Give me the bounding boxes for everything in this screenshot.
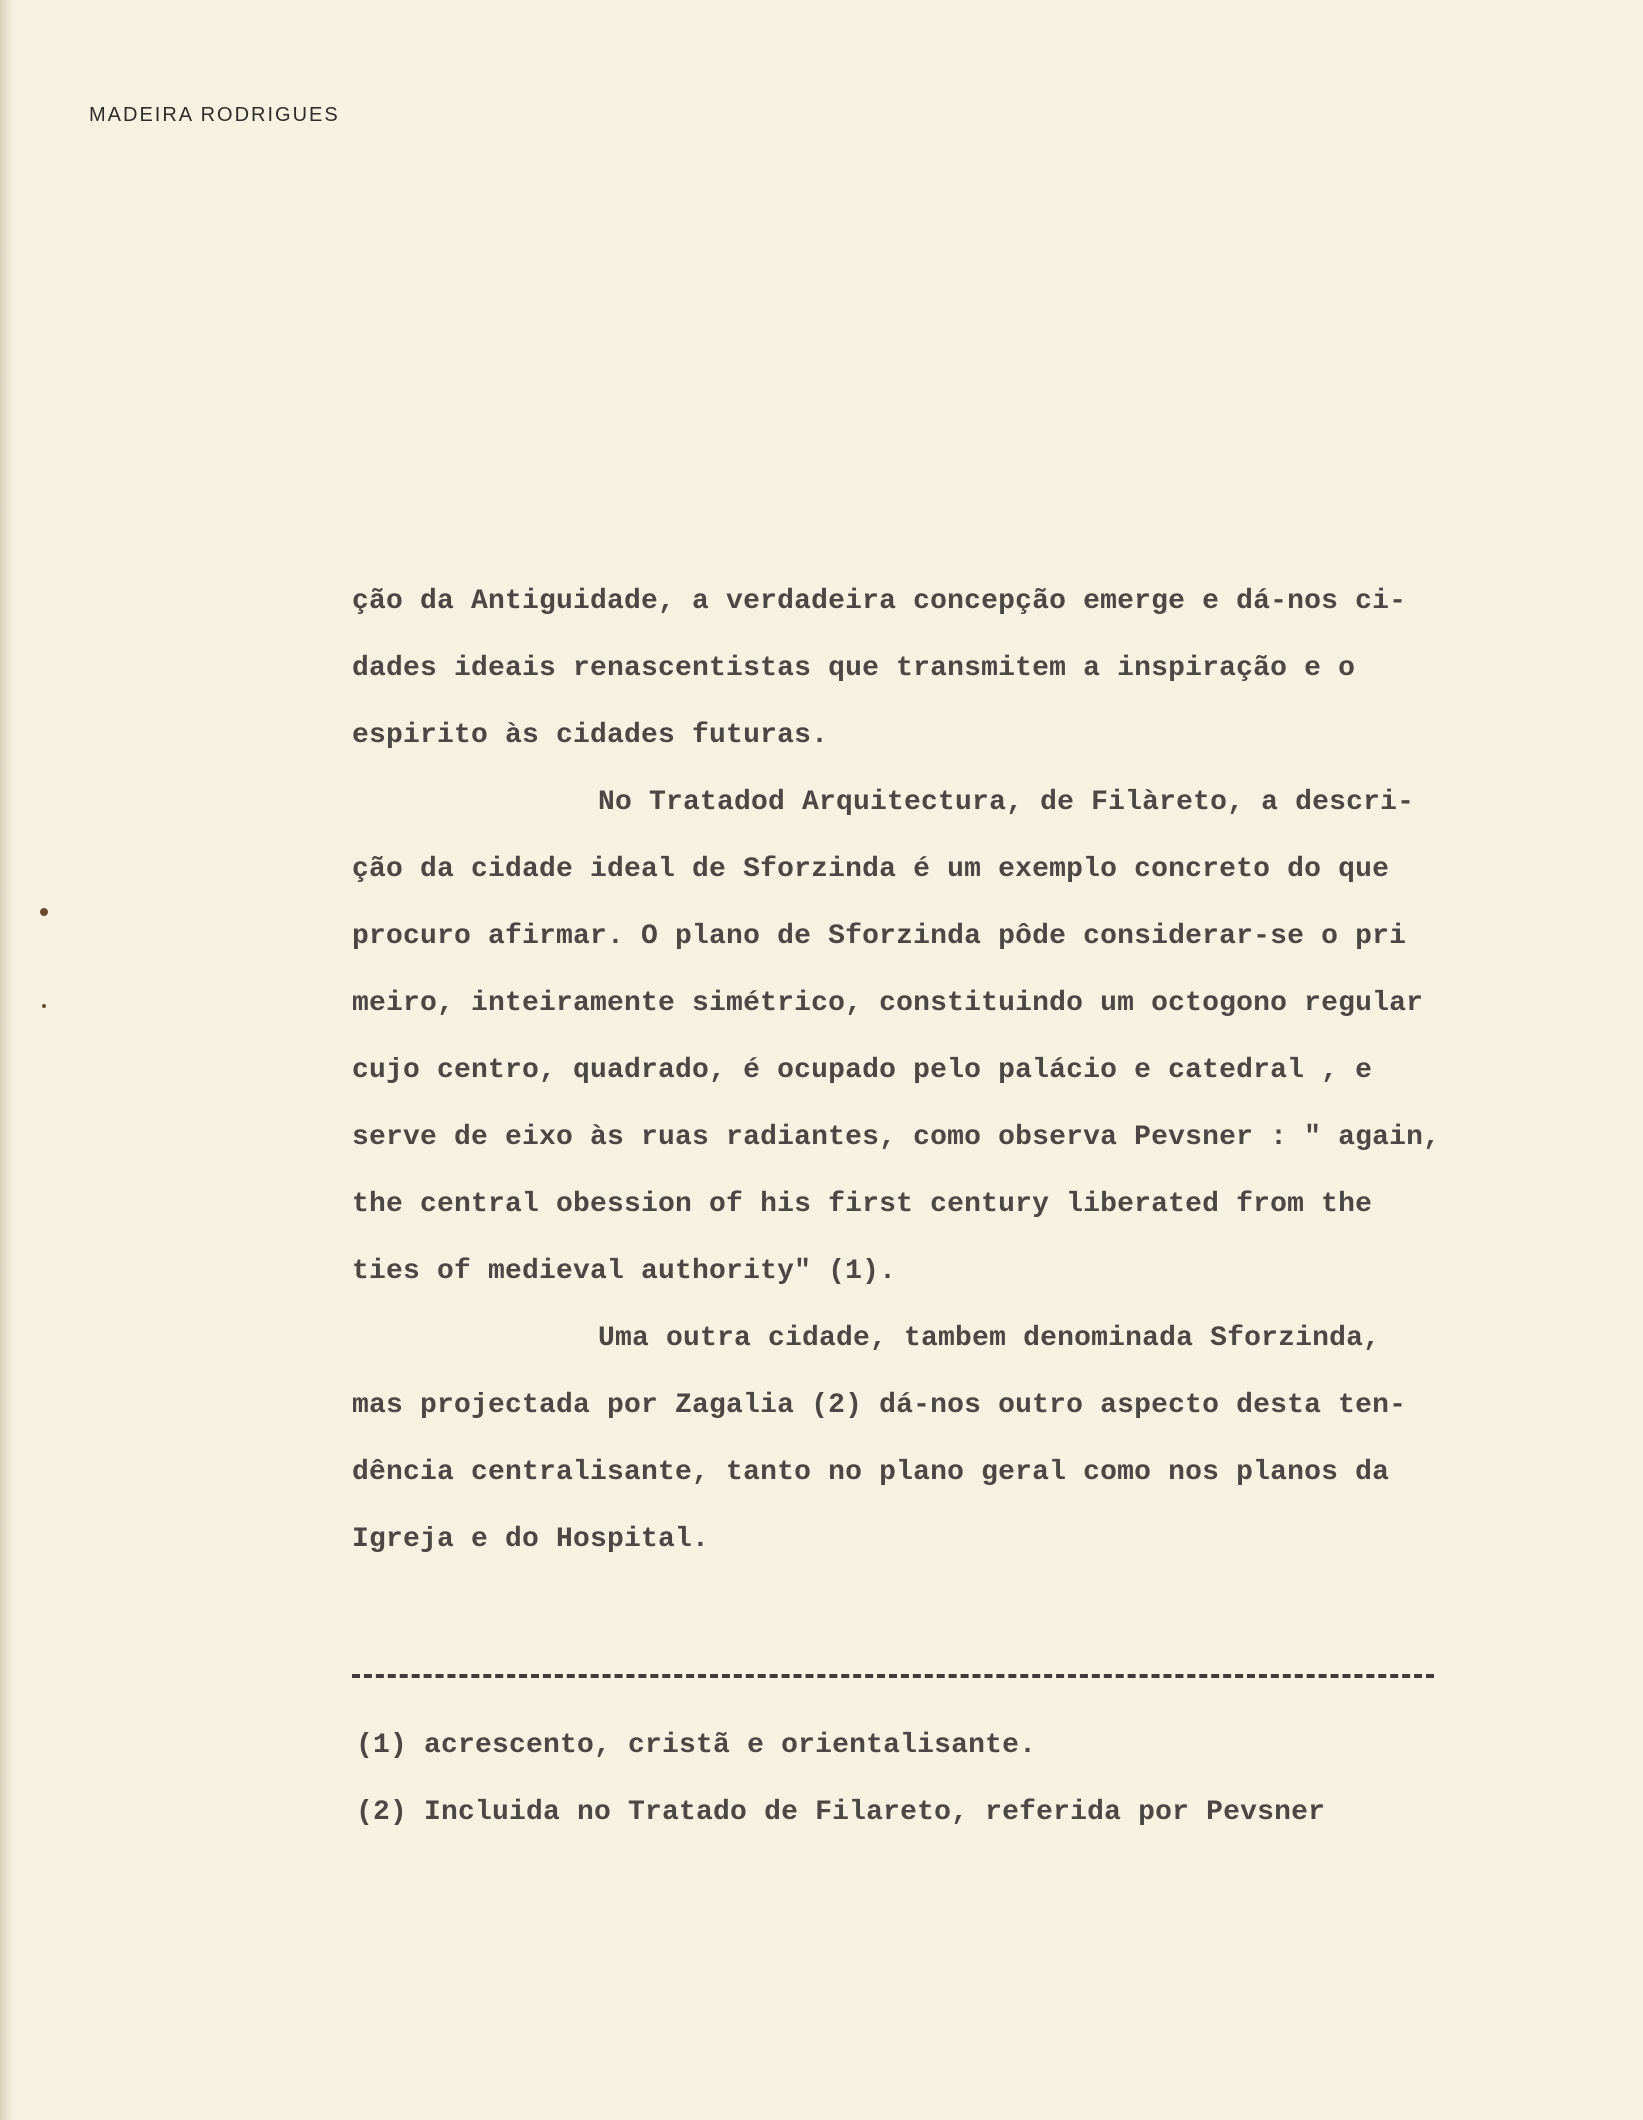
text-line: mas projectada por Zagalia (2) dá-nos outro aspecto desta ten- (352, 1390, 1407, 1421)
text-line: the central obession of his first century liberated from the (352, 1189, 1373, 1220)
text-line: serve de eixo às ruas radiantes, como observa Pevsner : " again, (352, 1122, 1441, 1153)
text-line: ties of medieval authority" (1). (352, 1256, 897, 1287)
footnote-1: (1) acrescento, cristã e orientalisante. (356, 1730, 1037, 1761)
text-line: meiro, inteiramente simétrico, constituindo um octogono regular (352, 988, 1424, 1019)
paper-speck (42, 1004, 46, 1008)
text-line: ção da Antiguidade, a verdadeira concepção emerge e dá-nos ci- (352, 586, 1407, 617)
paper-speck (40, 908, 48, 916)
text-line: cujo centro, quadrado, é ocupado pelo palácio e catedral , e (352, 1055, 1373, 1086)
paper-edge (0, 0, 14, 2120)
letterhead-author: MADEIRA RODRIGUES (89, 104, 340, 126)
text-line: ção da cidade ideal de Sforzinda é um exemplo concreto do que (352, 854, 1390, 885)
paragraph-start-line: Uma outra cidade, tambem denominada Sforzinda, (598, 1323, 1381, 1354)
footnote-2: (2) Incluida no Tratado de Filareto, referida por Pevsner (356, 1797, 1326, 1828)
footnote-separator (352, 1674, 1434, 1678)
text-line: procuro afirmar. O plano de Sforzinda pôde considerar-se o pri (352, 921, 1407, 952)
body-text (352, 568, 1482, 1573)
text-line: espirito às cidades futuras. (352, 720, 829, 751)
text-line: dência centralisante, tanto no plano geral como nos planos da (352, 1457, 1390, 1488)
text-line: Igreja e do Hospital. (352, 1524, 710, 1555)
footnotes (356, 1712, 1486, 1846)
text-line: dades ideais renascentistas que transmitem a inspiração e o (352, 653, 1356, 684)
paragraph-start-line: No Tratadod Arquitectura, de Filàreto, a descri- (598, 787, 1415, 818)
